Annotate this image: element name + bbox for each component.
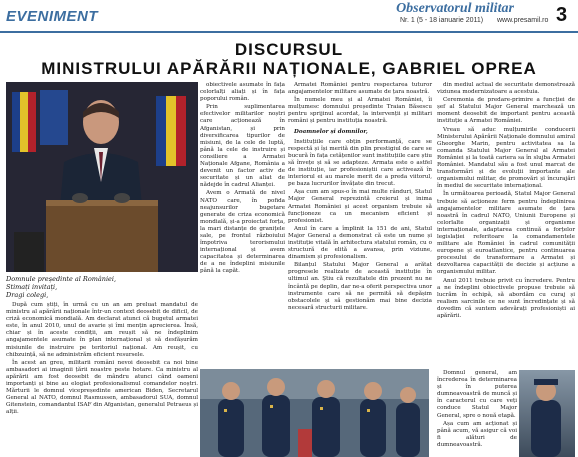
ceremony-photo (200, 369, 429, 457)
paragraph: obiectivele asumate în fața celorlalți aliați și în fața poporului român. (200, 82, 285, 103)
page-header (0, 0, 578, 34)
paragraph: În următoarea perioadă, Statul Major General trebuie să acționeze ferm pentru îndeplinirea angajamentelor militare asumate de țara noastră în cadrul NATO, Uniunii Europene și celorlalte organizații și organisme internaționale, adaptarea continuă a forțelor legislației referitoare la comandamentele militare ale României în cadrul comunității europene și euroatlantice, pentru continuarea procesului de transformare a Armatei și dezvoltarea capacității de decizie și acțiune a organismului militar. (437, 191, 575, 276)
article-title-line1: DISCURSUL (234, 40, 344, 59)
paragraph: În numele meu și al Armatei României, îi mulțumesc domnului președinte Traian Băsescu pentru sprijinul acordat, la intervenții și militari români și pentru instituția noastră. (288, 97, 432, 125)
column-5 (437, 370, 517, 450)
paragraph: Instituțiile care obțin performanță, care se respectă și își merită din plin prestigiul de care se bucură în fața cetățenilor sunt instituțiile care știu să învețe și să se adapteze. Armata este o astfel de instituție, iar profesioniștii care activează în interiorul ei au marele merit de a preda viitorul, pe baza lucrurilor învățate din trecut. (288, 138, 432, 188)
section-title: EVENIMENT (6, 8, 99, 25)
header-divider (0, 31, 578, 33)
paragraph: Ceremonia de predare-primire a funcției de șef al Statului Major General marchează un moment deosebit de important pentru această instituție a Armatei României. (437, 97, 575, 125)
flags-right (156, 96, 186, 166)
column-2-top (200, 82, 285, 277)
paragraph: Avem o Armată de nivel NATO care, în pofida neajunsurilor bugetare generate de criza economică mondială, și-a proiectat forța, la mari distanțe de granițele sale, pe frontul războiului împotriva terorismului internațional și avem capacitatea și determinarea de a ne îndeplini misiunile până la capăt. (200, 190, 285, 275)
caption-line: Stimați invitați, (6, 283, 58, 291)
paragraph: Armatei României pentru respectarea tuturor angajamentelor militare asumate de țara noastră. (288, 82, 432, 96)
newspaper-name: Observatorul militar (396, 1, 514, 16)
paragraph: După cum știți, în urmă cu un an am preluat mandatul de ministru al apărării naționale într-un context deosebit de dificil, de criză economică mondială. Am declarat atunci că bugetul armatei este, în anul 2010, unul de avarie și îmi mențin aprecierea. Însă, chiar și în aceste condiții, am reușit să ne îndeplinim angajamentele asumate în plan internațional și să desfășurăm misiunile de instruire pe teritoriul național. Am reușit, cu chibzuință, să ne administrăm eficient resursele. (6, 302, 198, 358)
paragraph: Vreau să aduc mulțumirile conducerii Ministerului Apărării Naționale domnului amiral Gheorghe Marin, pentru activitatea sa la comanda Statului Major General al Armatei României și la toată cariera sa în slujba Armatei României. Mandatul său a fost unul marcat de transformări și de evoluții importante ale organismului militar, de promovări și încurajări în mediul de securitate internațional. (437, 126, 575, 190)
flags-left (12, 90, 68, 152)
paragraph: Prin suplimentarea efectivelor militarilor noștri care acționează în Afganistan, și prin diversificarea tipurilor de misiuni, de la cele de luptă, până la cele de instruire și consiliere a Armatei Naționale Afgane, România a devenit un factor activ de securitate și un aliat de nădejde în cadrul Alianței. (200, 104, 285, 189)
page-number: 3 (556, 4, 568, 26)
issue-number: Nr. 1 (5 - 18 ianuarie 2011) (400, 17, 484, 24)
speaker-illustration (6, 82, 198, 272)
paragraph: În acest an greu, militarii români nevoi deosebit ca noi bine ambasadori ai imaginii țării noastre peste hotare. Ca ministru al apărării am fost deosebit de mândru atunci când oameni importanți și bine au elogiat profesionalismul comandelor noștri. Mărturii le domnul vicepreședinte american Biden, Secretarul General al NATO, domnul Rasmussen, ambasadorul SUA, domnul Gitenstein, comandantul ISAF din Afganistan, generalul Petraeus și alții. (6, 359, 198, 416)
paragraph: Anul 2011 trebuie privit cu încredere. Pentru a ne îndeplini obiectivele propuse trebuie să lucrăm în echipă, să abordăm cu curaj și realism sarcinile ce ne sunt încredințate și să dovedim că suntem adevărați profesioniști ai apărării. (437, 277, 575, 319)
column-4 (437, 82, 575, 321)
column-1 (6, 302, 198, 418)
paragraph: Așa cum am spus-o în mai multe rânduri, Statul Major General reprezintă creierul și inima Armatei României și acest organism trebuie să funcționeze ca un mecanism eficient și profesionist. (288, 189, 432, 224)
speaker-photo (6, 82, 198, 272)
paragraph: Domnul general, am încrederea în determinarea și în puterea dumneavoastră de muncă și în caracterul cu care veți conduce Statul Major General, spre o nouă etapă. (437, 370, 517, 419)
column-3 (288, 82, 432, 313)
officer-illustration (519, 370, 575, 457)
paragraph: din mediul actual de securitate demonstrează viziunea modernizatoare a acestuia. (437, 82, 575, 96)
photo-caption (6, 275, 198, 299)
website-link[interactable]: www.presamil.ro (497, 17, 549, 24)
ceremony-illustration (200, 369, 429, 457)
side-photo (519, 370, 575, 457)
paragraph: Așa cum am acționat și până acum, vă asigur că voi fi alături de dumneavoastră. (437, 420, 517, 448)
salutation: Doamnelor și domnilor, (294, 128, 368, 135)
article-title-line2: MINISTRULUI APĂRĂRII NAȚIONALE, GABRIEL OPREA (41, 59, 537, 78)
caption-line: Domnule președinte al României, (6, 275, 117, 283)
caption-line: Dragi colegi, (6, 291, 49, 299)
paragraph: Bilanțul Statului Major General a arătat progresele realizate de această instituție în ultimul an. Știu că rezultatele din prezent nu ne încântă pe deplin, dar ne-a oferit perspectiva unor instrumente care să ne permită să depășim obstacolele și să gestionăm mai bine decizia necesară structurii militare. (288, 262, 432, 311)
paragraph: Anul în care a împlinit la 151 de ani, Statul Major General a demonstrat că este un nume și instituție vitală în arhitectura statului român, cu o structură de elită a avansa, prin viziune, dinamism și profesionalism. (288, 225, 432, 261)
